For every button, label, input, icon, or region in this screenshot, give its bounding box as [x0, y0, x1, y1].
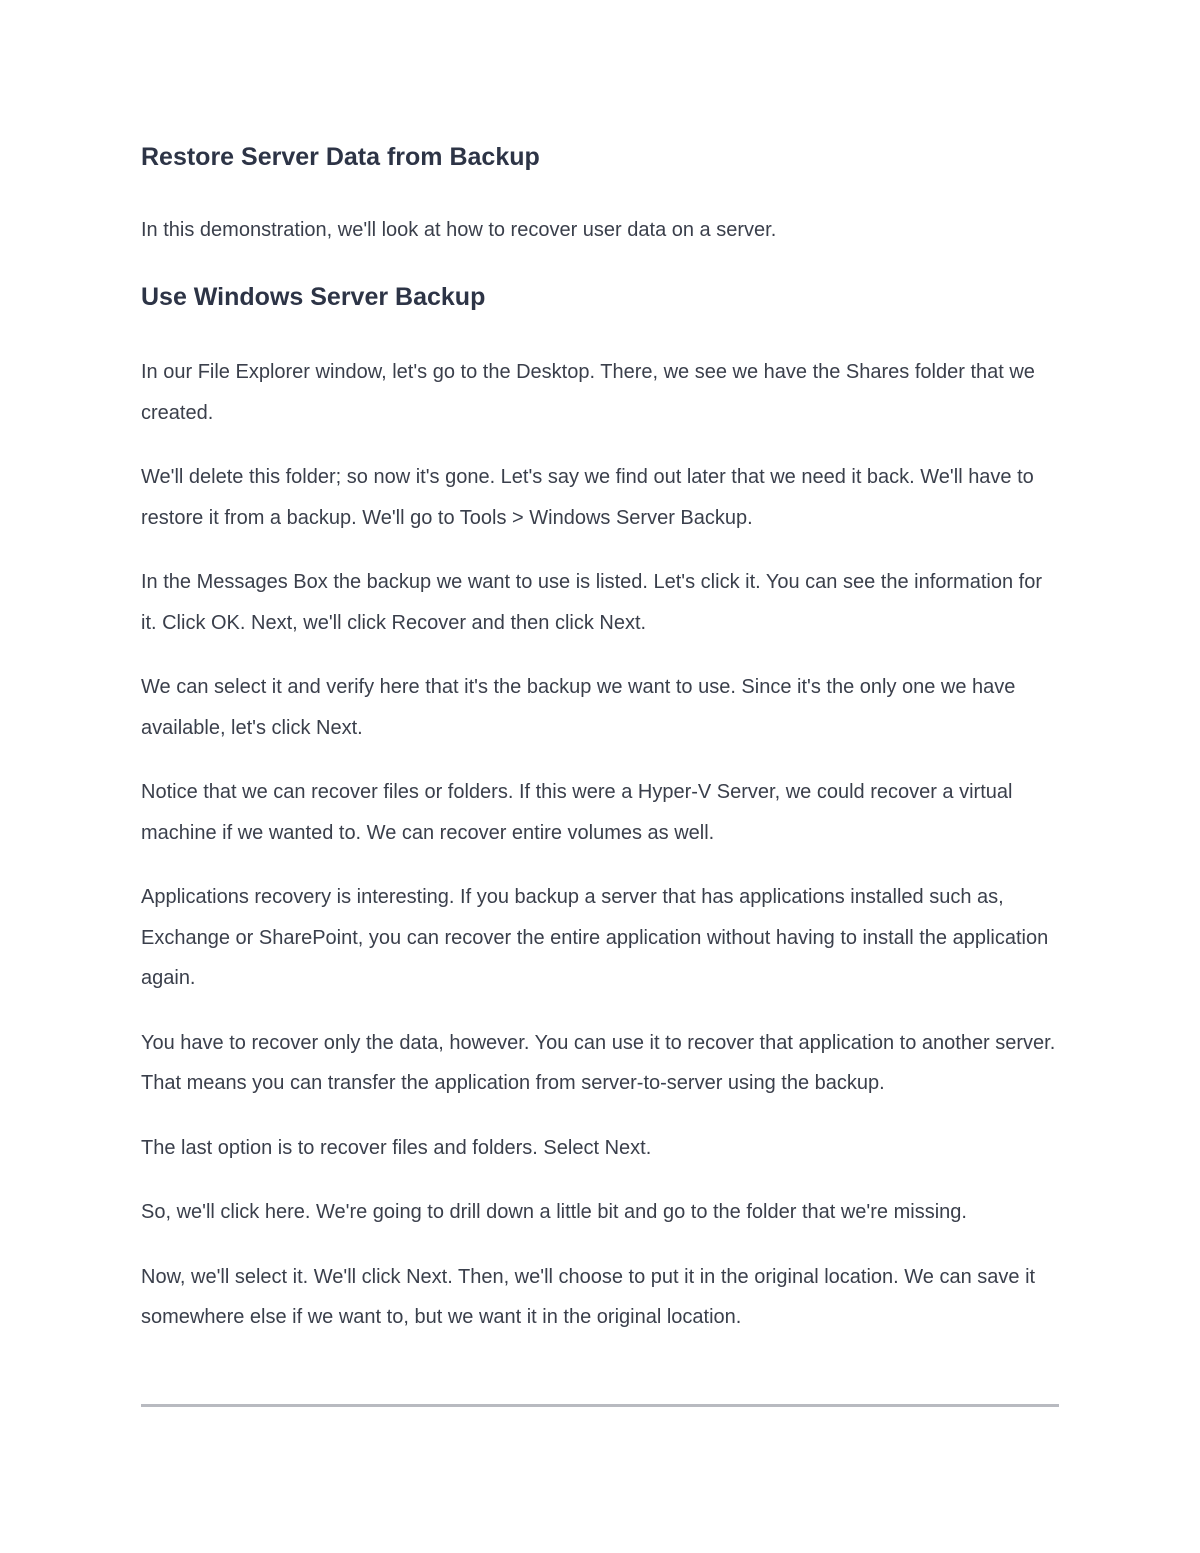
bottom-divider [141, 1404, 1059, 1407]
page-title: Restore Server Data from Backup [141, 143, 540, 171]
paragraph-1: In our File Explorer window, let's go to the Desktop. There, we see we have the Shares folder that we created. [141, 361, 1035, 424]
paragraph-5: Notice that we can recover files or folders. If this were a Hyper-V Server, we could recover a virtual machine if we wanted to. We can recover entire volumes as well. [141, 781, 1013, 844]
paragraph-10: Now, we'll select it. We'll click Next. Then, we'll choose to put it in the original location. We can save it somewhere else if we want to, but we want it in the original location. [141, 1265, 1036, 1328]
paragraph-6: Applications recovery is interesting. If you backup a server that has applications installed such as, Exchange or SharePoint, you can recover the entire application without having to install the application again. [141, 886, 1049, 989]
paragraph-2: We'll delete this folder; so now it's gone. Let's say we find out later that we need it back. We'll have to restore it from a backup. We'll go to Tools > Windows Server Backup. [141, 466, 1034, 529]
intro-paragraph: In this demonstration, we'll look at how to recover user data on a server. [141, 219, 777, 241]
paragraph-8: The last option is to recover files and folders. Select Next. [141, 1136, 652, 1159]
section-heading: Use Windows Server Backup [141, 283, 486, 311]
section-body [141, 352, 1059, 1362]
paragraph-3: In the Messages Box the backup we want to use is listed. Let's click it. You can see the information for it. Click OK. Next, we'll click Recover and then click Next. [141, 571, 1042, 634]
paragraph-9: So, we'll click here. We're going to drill down a little bit and go to the folder that we're missing. [141, 1201, 967, 1223]
paragraph-7: You have to recover only the data, however. You can use it to recover that application to another server. That means you can transfer the application from server-to-server using the backup. [141, 1031, 1056, 1094]
paragraph-4: We can select it and verify here that it's the backup we want to use. Since it's the only one we have available, let's click Next. [141, 676, 1016, 739]
